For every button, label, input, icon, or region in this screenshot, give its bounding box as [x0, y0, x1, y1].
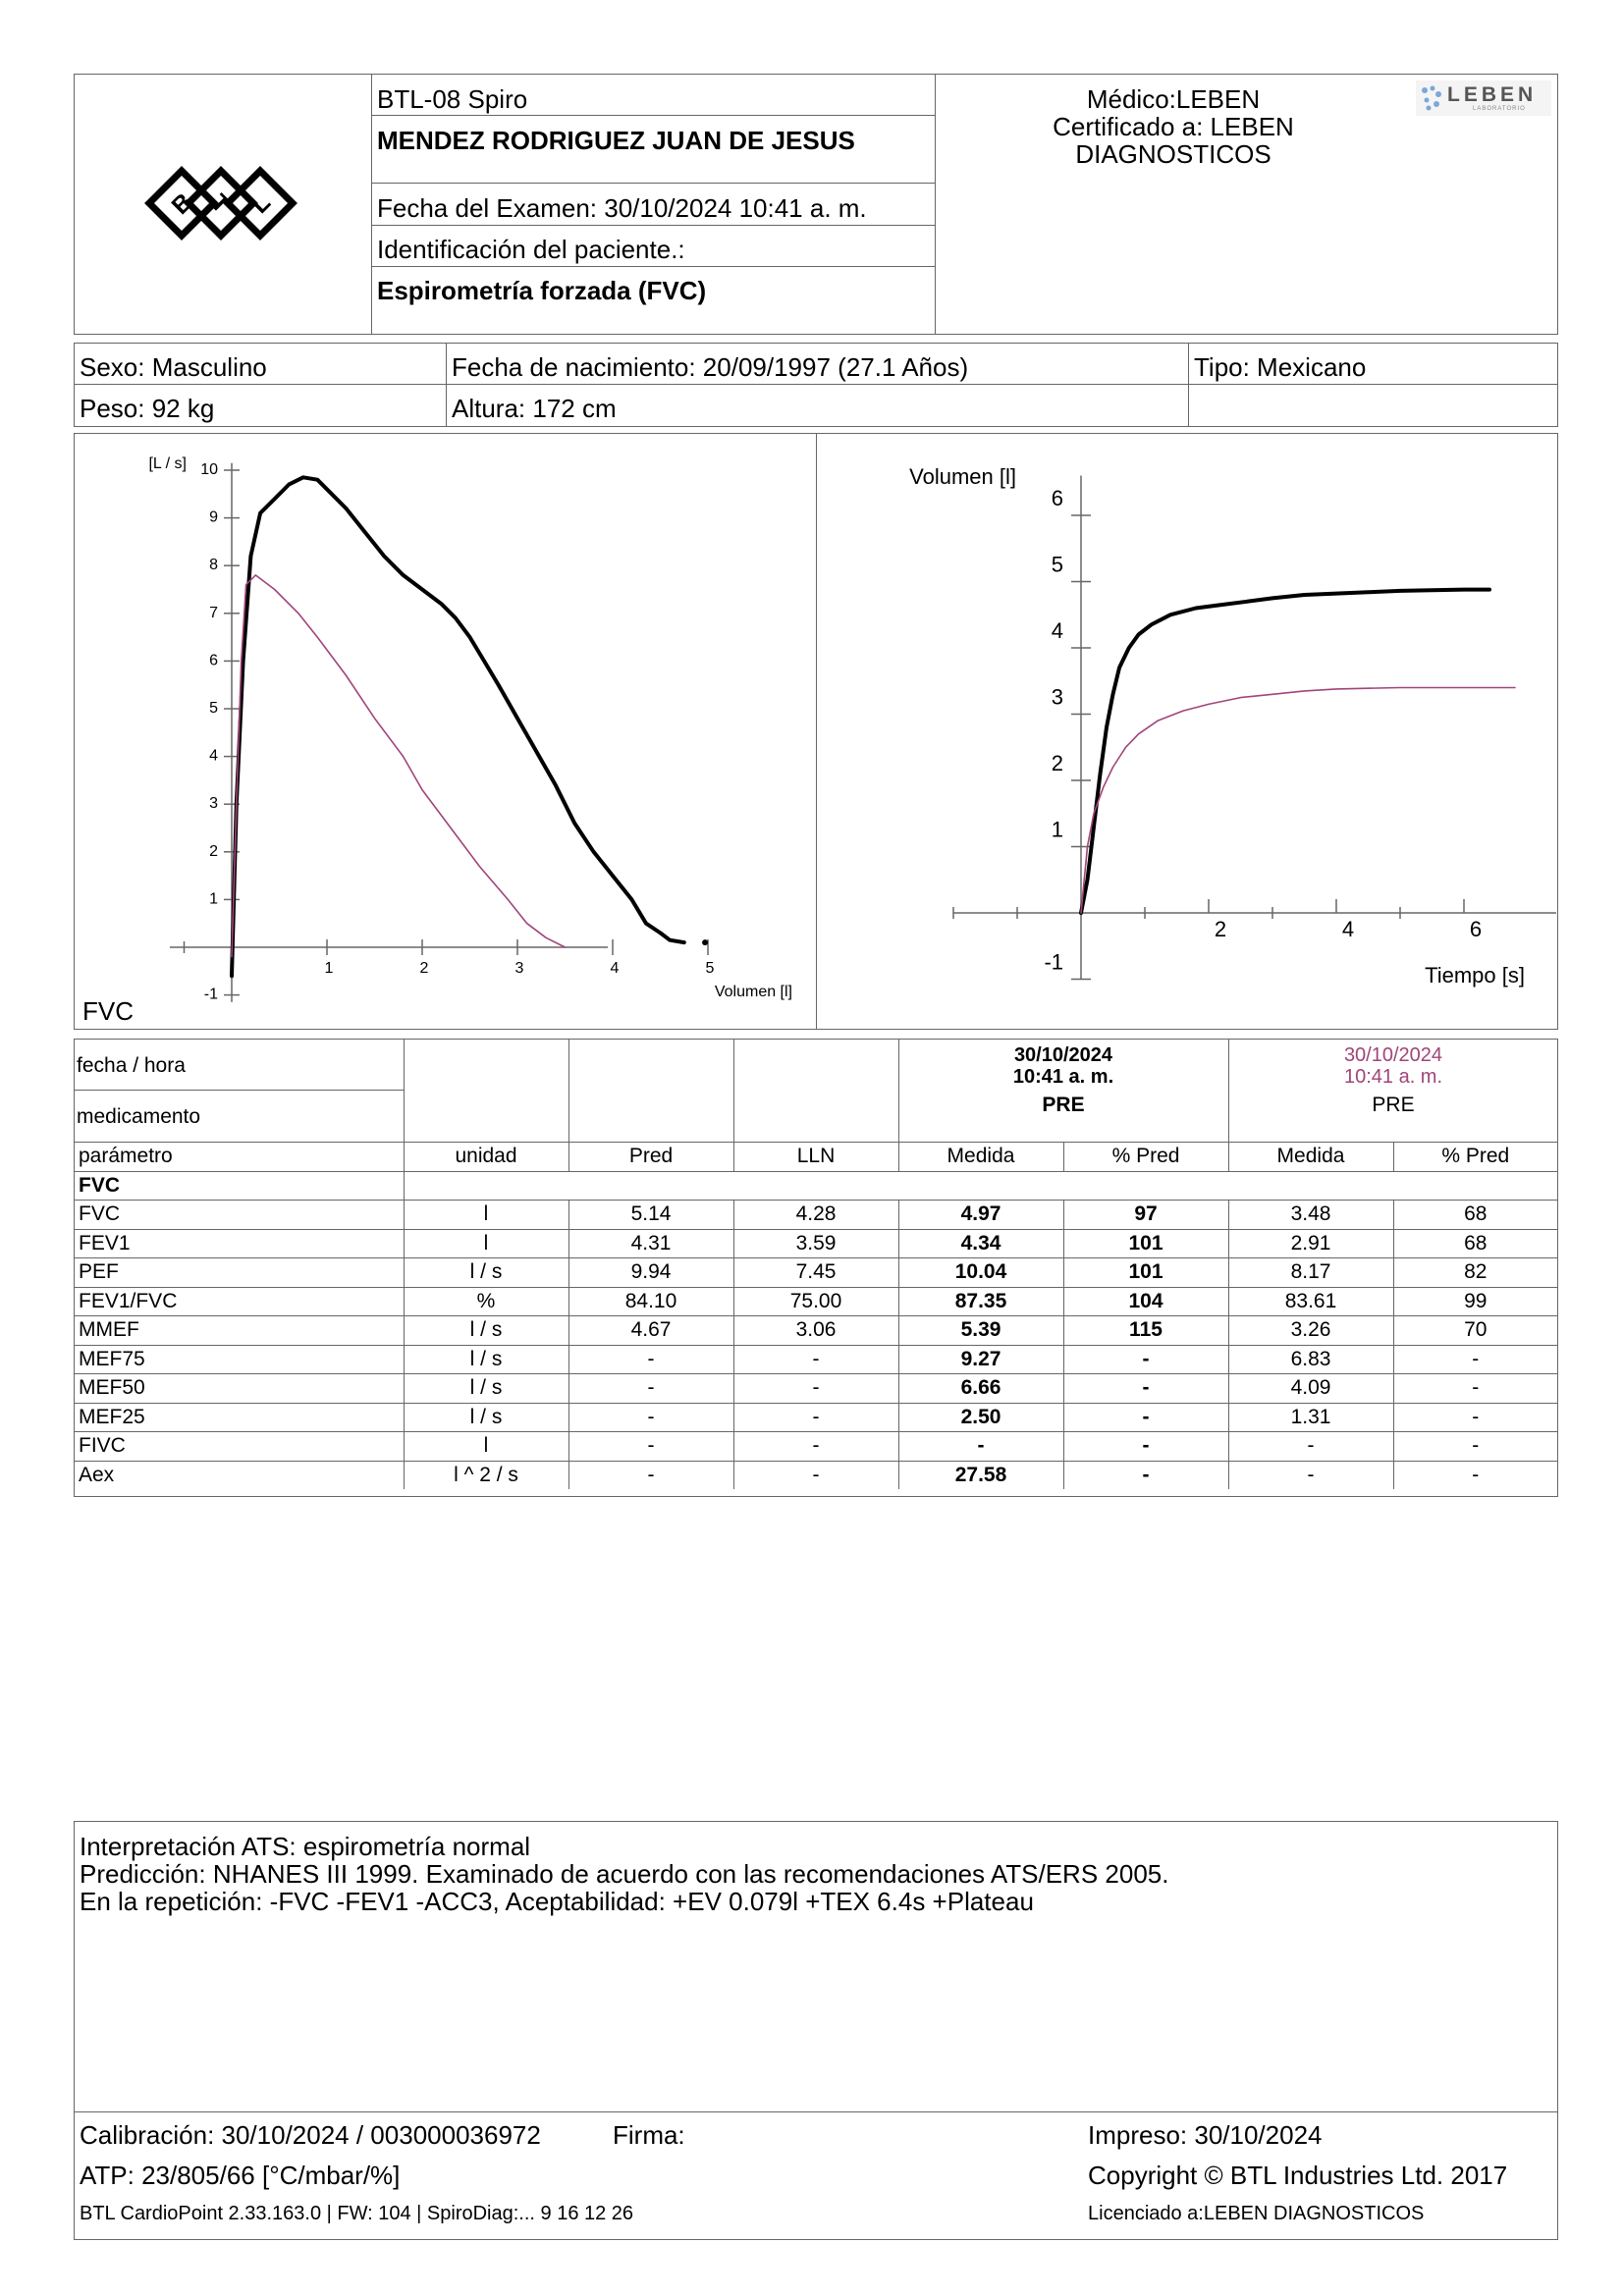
table-row — [75, 1316, 1557, 1346]
y-axis-label: Volumen [l] — [909, 464, 1016, 489]
table-cell: - — [1228, 1432, 1393, 1462]
column-header: % Pred — [1393, 1143, 1557, 1171]
table-header-row — [75, 1143, 1557, 1171]
leben-logo-subtext: LABORATORIO — [1473, 106, 1526, 112]
table-cell: 2.91 — [1228, 1229, 1393, 1258]
table-cell: 10.04 — [898, 1258, 1063, 1288]
table-cell: l / s — [404, 1258, 568, 1288]
flow-curve-measured — [232, 477, 684, 976]
birth-field: Fecha de nacimiento: 20/09/1997 (27.1 Años) — [452, 352, 969, 382]
y-tick-label: 8 — [209, 557, 218, 574]
x-tick-label: 2 — [1214, 917, 1227, 941]
table-cell: l / s — [404, 1345, 568, 1374]
column-header: Medida — [1228, 1143, 1393, 1171]
y-tick-label: 5 — [209, 700, 218, 717]
y-tick-label: 4 — [209, 747, 218, 765]
height-field: Altura: 172 cm — [452, 394, 617, 423]
signature-label: Firma: — [613, 2120, 685, 2150]
table-cell: 68 — [1393, 1201, 1557, 1230]
table-cell: 99 — [1393, 1287, 1557, 1316]
column-header: % Pred — [1063, 1143, 1228, 1171]
table-cell: 6.83 — [1228, 1345, 1393, 1374]
table-cell: 7.45 — [733, 1258, 898, 1288]
panel-label: FVC — [82, 996, 134, 1026]
interpretation-line-1: Interpretación ATS: espirometría normal — [80, 1832, 531, 1861]
x-tick-label: 6 — [1469, 917, 1483, 941]
leben-logo — [1416, 80, 1551, 116]
table-cell: l / s — [404, 1403, 568, 1432]
y-tick-label: -1 — [203, 986, 218, 1003]
table-cell: FEV1 — [75, 1229, 404, 1258]
column-header: LLN — [733, 1143, 898, 1171]
y-tick-label: 9 — [209, 508, 218, 526]
weight-field: Peso: 92 kg — [80, 394, 215, 423]
table-cell: 9.94 — [568, 1258, 733, 1288]
device-name: BTL-08 Spiro — [377, 84, 528, 114]
table-cell: 84.10 — [568, 1287, 733, 1316]
table-cell: l — [404, 1432, 568, 1462]
table-cell: - — [898, 1432, 1063, 1462]
table-cell: 4.28 — [733, 1201, 898, 1230]
table-cell: - — [568, 1374, 733, 1404]
printed-date: Impreso: 30/10/2024 — [1088, 2120, 1323, 2150]
table-cell: 5.14 — [568, 1201, 733, 1230]
y-tick-label: -1 — [1044, 949, 1063, 975]
table-cell: - — [568, 1345, 733, 1374]
table-cell: 3.59 — [733, 1229, 898, 1258]
calibration: Calibración: 30/10/2024 / 003000036972 — [80, 2120, 541, 2150]
table-cell: % — [404, 1287, 568, 1316]
table-cell: l ^ 2 / s — [404, 1461, 568, 1489]
table-cell: 87.35 — [898, 1287, 1063, 1316]
table-cell: 27.58 — [898, 1461, 1063, 1489]
table-cell: MEF75 — [75, 1345, 404, 1374]
leben-logo-text: LEBEN — [1447, 83, 1538, 106]
table-row — [75, 1374, 1557, 1404]
table-cell: - — [1393, 1374, 1557, 1404]
pre1-time: 10:41 a. m. — [1012, 1066, 1114, 1088]
table-cell: FVC — [75, 1201, 404, 1230]
label-date-time: fecha / hora — [77, 1054, 186, 1077]
atp-conditions: ATP: 23/805/66 [°C/mbar/%] — [80, 2161, 401, 2190]
table-cell: 104 — [1063, 1287, 1228, 1316]
table-cell: l / s — [404, 1316, 568, 1346]
table-cell: 82 — [1393, 1258, 1557, 1288]
btl-logo-letter-t: T — [204, 188, 236, 220]
y-tick-label: 10 — [200, 461, 218, 478]
table-cell: PEF — [75, 1258, 404, 1288]
table-cell: - — [1393, 1432, 1557, 1462]
section-label: FVC — [75, 1171, 404, 1201]
fvc-marker — [702, 939, 708, 945]
y-tick-label: 4 — [1051, 618, 1063, 643]
software-version: BTL CardioPoint 2.33.163.0 | FW: 104 | SpiroDiag:... 9 16 12 26 — [80, 2203, 634, 2224]
test-name: Espirometría forzada (FVC) — [377, 276, 707, 305]
table-cell: 4.31 — [568, 1229, 733, 1258]
y-tick-label: 1 — [1051, 817, 1063, 842]
pre2-date: 30/10/2024 — [1343, 1044, 1443, 1066]
table-cell: 6.66 — [898, 1374, 1063, 1404]
volume-curve-measured — [1081, 590, 1489, 913]
pre2-time: 10:41 a. m. — [1343, 1066, 1443, 1088]
section-spacer — [404, 1171, 1557, 1201]
y-tick-label: 5 — [1051, 552, 1063, 577]
x-tick-label: 1 — [324, 960, 334, 977]
column-header: parámetro — [75, 1143, 404, 1171]
table-cell: MEF25 — [75, 1403, 404, 1432]
section-row — [75, 1171, 1557, 1201]
table-row — [75, 1201, 1557, 1230]
table-cell: - — [1063, 1461, 1228, 1489]
table-cell: Aex — [75, 1461, 404, 1489]
patient-name: MENDEZ RODRIGUEZ JUAN DE JESUS — [377, 126, 855, 155]
table-cell: FIVC — [75, 1432, 404, 1462]
table-cell: 5.39 — [898, 1316, 1063, 1346]
pre2-label: PRE — [1372, 1094, 1415, 1116]
volume-time-chart — [818, 435, 1556, 1028]
table-cell: 3.48 — [1228, 1201, 1393, 1230]
x-axis-label: Volumen [l] — [714, 984, 792, 1000]
table-cell: 101 — [1063, 1258, 1228, 1288]
table-cell: - — [733, 1432, 898, 1462]
table-cell: - — [568, 1403, 733, 1432]
table-cell: 115 — [1063, 1316, 1228, 1346]
table-row — [75, 1345, 1557, 1374]
sex-field: Sexo: Masculino — [80, 352, 267, 382]
table-cell: 1.31 — [1228, 1403, 1393, 1432]
flow-curve-predicted — [232, 575, 566, 957]
column-header: unidad — [404, 1143, 568, 1171]
table-row — [75, 1461, 1557, 1489]
y-tick-label: 7 — [209, 604, 218, 621]
x-tick-label: 4 — [1341, 917, 1355, 941]
type-field: Tipo: Mexicano — [1194, 352, 1367, 382]
table-cell: 101 — [1063, 1229, 1228, 1258]
dna-icon — [1419, 84, 1446, 112]
table-row — [75, 1258, 1557, 1288]
table-cell: 3.06 — [733, 1316, 898, 1346]
licensed-to: Licenciado a:LEBEN DIAGNOSTICOS — [1088, 2203, 1425, 2224]
btl-logo — [142, 164, 299, 242]
y-tick-label: 2 — [209, 842, 218, 860]
table-cell: 2.50 — [898, 1403, 1063, 1432]
table-cell: - — [733, 1374, 898, 1404]
table-cell: l / s — [404, 1374, 568, 1404]
table-cell: - — [1228, 1461, 1393, 1489]
y-tick-label: 6 — [209, 652, 218, 669]
table-cell: - — [1063, 1403, 1228, 1432]
column-header: Pred — [568, 1143, 733, 1171]
column-header: Medida — [898, 1143, 1063, 1171]
table-cell: 83.61 — [1228, 1287, 1393, 1316]
table-cell: 8.17 — [1228, 1258, 1393, 1288]
x-tick-label: 4 — [610, 960, 620, 977]
exam-date: Fecha del Examen: 30/10/2024 10:41 a. m. — [377, 193, 867, 223]
table-cell: - — [1393, 1403, 1557, 1432]
table-cell: MMEF — [75, 1316, 404, 1346]
table-row — [75, 1403, 1557, 1432]
table-cell: 9.27 — [898, 1345, 1063, 1374]
table-row — [75, 1229, 1557, 1258]
interpretation-line-3: En la repetición: -FVC -FEV1 -ACC3, Aceptabilidad: +EV 0.079l +TEX 6.4s +Plateau — [80, 1887, 1034, 1916]
pre1-date: 30/10/2024 — [1013, 1044, 1113, 1066]
table-cell: 68 — [1393, 1229, 1557, 1258]
table-cell: - — [1472, 1463, 1480, 1486]
y-tick-label: 6 — [1051, 486, 1063, 510]
table-cell: - — [1063, 1345, 1228, 1374]
table-cell: FEV1/FVC — [75, 1287, 404, 1316]
interpretation-line-2: Predicción: NHANES III 1999. Examinado de acuerdo con las recomendaciones ATS/ERS 2005. — [80, 1859, 1169, 1889]
results-table — [75, 1143, 1557, 1489]
table-cell: 97 — [1063, 1201, 1228, 1230]
table-cell: l — [404, 1201, 568, 1230]
btl-logo-letter-b: B — [166, 187, 198, 220]
table-cell: - — [1063, 1374, 1228, 1404]
x-tick-label: 3 — [514, 960, 524, 977]
table-row — [75, 1287, 1557, 1316]
doctor-line-3: DIAGNOSTICOS — [1075, 139, 1271, 169]
table-cell: l — [404, 1229, 568, 1258]
flow-volume-chart — [76, 435, 814, 1028]
btl-logo-letter-l: L — [245, 188, 277, 220]
table-cell: 4.09 — [1228, 1374, 1393, 1404]
table-row — [75, 1432, 1557, 1462]
table-cell: 4.67 — [568, 1316, 733, 1346]
table-cell: MEF50 — [75, 1374, 404, 1404]
table-cell: - — [1393, 1345, 1557, 1374]
table-cell: 4.34 — [898, 1229, 1063, 1258]
table-cell: - — [1063, 1432, 1228, 1462]
x-axis-label: Tiempo [s] — [1425, 963, 1525, 988]
table-cell: - — [733, 1403, 898, 1432]
y-axis-label: [L / s] — [148, 455, 187, 472]
table-cell: - — [733, 1461, 898, 1489]
table-cell: - — [568, 1461, 733, 1489]
label-medication: medicamento — [77, 1105, 201, 1128]
table-cell: 70 — [1393, 1316, 1557, 1346]
y-tick-label: 1 — [209, 890, 218, 908]
volume-curve-predicted — [1081, 688, 1515, 914]
pre1-label: PRE — [1042, 1094, 1085, 1116]
doctor-line-2: Certificado a: LEBEN — [1053, 112, 1294, 141]
table-cell: - — [568, 1432, 733, 1462]
y-tick-label: 2 — [1051, 751, 1063, 775]
x-tick-label: 5 — [705, 960, 715, 977]
y-tick-label: 3 — [209, 795, 218, 813]
y-tick-label: 3 — [1051, 684, 1063, 710]
table-cell: 3.26 — [1228, 1316, 1393, 1346]
copyright: Copyright © BTL Industries Ltd. 2017 — [1088, 2161, 1508, 2190]
doctor-line-1: Médico:LEBEN — [1086, 84, 1261, 114]
table-cell: 75.00 — [733, 1287, 898, 1316]
table-cell: - — [733, 1345, 898, 1374]
x-tick-label: 2 — [419, 960, 429, 977]
patient-id-label: Identificación del paciente.: — [377, 235, 685, 264]
table-cell: 4.97 — [898, 1201, 1063, 1230]
